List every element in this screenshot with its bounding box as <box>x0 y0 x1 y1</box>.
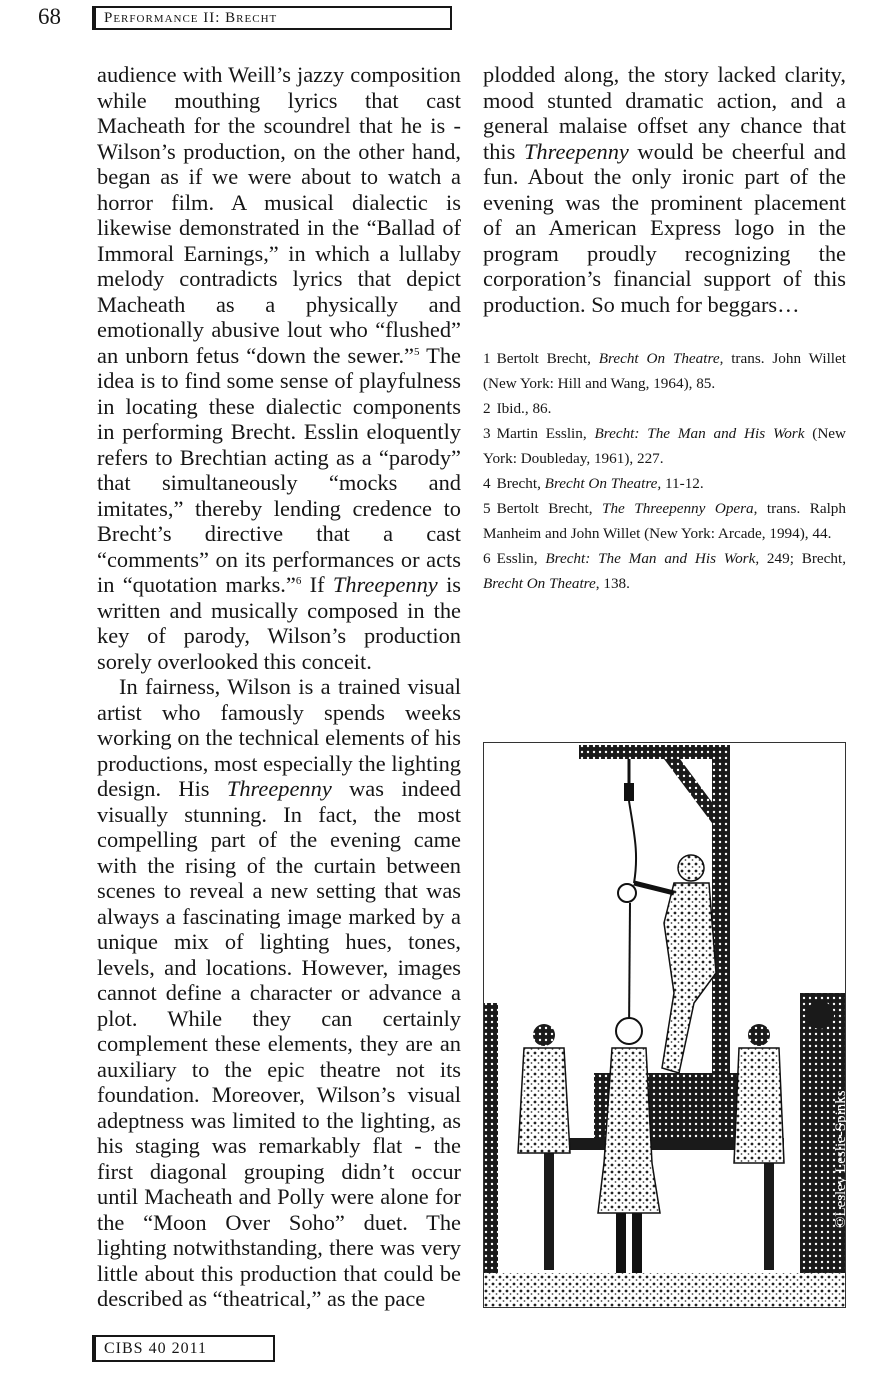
text-run: In fairness, Wilson is a trained visual artist who famously spends weeks working on the technical elements of his productions, most especially the lighting design. His <box>97 674 461 801</box>
italic-title: Threepenny <box>332 572 438 597</box>
gallows-scene-illustration <box>484 743 846 1308</box>
photo-credit: ©Lesley Leslie-Spinks <box>833 1090 849 1228</box>
italic-title: Brecht On Theatre, <box>544 475 662 492</box>
footnote <box>483 496 846 546</box>
text-run: , 249; Brecht, <box>755 550 846 567</box>
footnote-number: 5 <box>483 500 491 517</box>
left-column <box>97 62 461 1312</box>
figure-left <box>518 1024 570 1153</box>
right-column <box>483 62 846 317</box>
paragraph <box>97 674 461 1312</box>
paragraph <box>483 62 846 317</box>
footnote-number: 4 <box>483 475 491 492</box>
text-run: , trans. Ralph Manheim and John Willet (New York: Arcade, 1994), 44. <box>483 500 846 542</box>
italic-title: Brecht: The Man and His Work <box>545 550 756 567</box>
italic-title: Threepenny <box>523 138 629 164</box>
figure-far-left <box>484 1003 498 1308</box>
text-run: (New York: Doubleday, 1961), 227. <box>483 425 847 467</box>
text-run: is written and musically composed in the key of parody, Wilson’s production sorely overlooked this conceit. <box>97 572 461 674</box>
footnote <box>483 346 846 396</box>
italic-title: Brecht: The Man and His Work <box>594 425 805 442</box>
figure-right <box>734 1024 784 1163</box>
text-run: would be cheerful and fun. About the only ironic part of the evening was the prominent placement of an American Express logo in the program proudly recognizing the corporation’s financial support of this production. So much for beggars… <box>483 138 846 317</box>
text-run: The idea is to find some sense of playfulness in locating these dialectic components in performing Brecht. Esslin eloquently refers to Brechtian acting as a “parody” that simultaneously “mocks and imitates,” thereby lending credence to Brecht’s directive that a cast “comments” on its performances or acts in “quotation marks.” <box>97 342 461 597</box>
footnote-number: 6 <box>483 550 491 567</box>
text-run: plodded along, the story lacked clarity, mood stunted dramatic action, and a general malaise offset any chance that this <box>483 62 846 164</box>
text-run: Ibid., 86. <box>496 400 552 417</box>
text-run: , trans. John Willet (New York: Hill and Wang, 1964), 85. <box>483 350 846 392</box>
text-run: Bertolt Brecht, <box>496 350 599 367</box>
footnote <box>483 471 846 496</box>
figure-macheath <box>634 855 716 1073</box>
footnote <box>483 396 846 421</box>
italic-title: Brecht On Theatre <box>598 350 720 367</box>
text-run: Bertolt Brecht, <box>496 500 602 517</box>
journal-footer: CIBS 40 2011 <box>92 1335 275 1362</box>
text-run: Brecht, <box>496 475 545 492</box>
text-run: Esslin, <box>496 550 546 567</box>
footnote-marker: 5 <box>414 345 420 358</box>
italic-title: Brecht On Theatre <box>483 575 596 592</box>
text-run: 11-12. <box>661 475 704 492</box>
figure-polly <box>598 1018 660 1283</box>
footnote <box>483 421 846 471</box>
footnote <box>483 546 846 596</box>
production-photo <box>483 742 846 1308</box>
footnote-number: 3 <box>483 425 491 442</box>
italic-title: The Threepenny Opera <box>602 500 754 517</box>
text-run: If <box>301 572 333 597</box>
text-run: , 138. <box>595 575 630 592</box>
text-run: was indeed visually stunning. In fact, the most compelling part of the evening came with the rising of the curtain between scenes to reveal a new setting that was always a fascinating image marked by a unique mix of lighting hues, tones, levels, and locations. However, images cannot define a character or advance a plot. While they can certainly complement these elements, they are an auxiliary to the epic theatre not its foundation. Moreover, Wilson’s visual adeptness was limited to the lighting, as his staging was remarkably flat - the first diagonal grouping didn’t occur until Macheath and Polly were alone for the “Moon Over Soho” duet. The lighting notwithstanding, there was very little about this production that could be described as “theatrical,” as the pace <box>97 776 461 1311</box>
page-number: 68 <box>38 4 61 29</box>
text-run: audience with Weill’s jazzy composition while mouthing lyrics that cast Macheath for the scoundrel that he is - Wilson’s production, on the other hand, began as if we were about to watch a horror film. A musical dialectic is likewise demonstrated in the “Ballad of Immoral Earnings,” in which a lullaby melody contradicts lyrics that depict Macheath as a physically and emotionally abusive lout who “flushed” an unborn fetus “down the sewer.” <box>97 62 461 368</box>
italic-title: Threepenny <box>226 776 332 801</box>
paragraph <box>97 62 461 674</box>
text-run: Martin Esslin, <box>496 425 595 442</box>
footnotes <box>483 346 846 596</box>
footnote-marker: 6 <box>295 575 302 587</box>
running-head: Performance II: Brecht <box>92 6 452 30</box>
footnote-number: 1 <box>483 350 491 367</box>
stage-floor <box>484 1273 846 1308</box>
footnote-number: 2 <box>483 400 491 417</box>
